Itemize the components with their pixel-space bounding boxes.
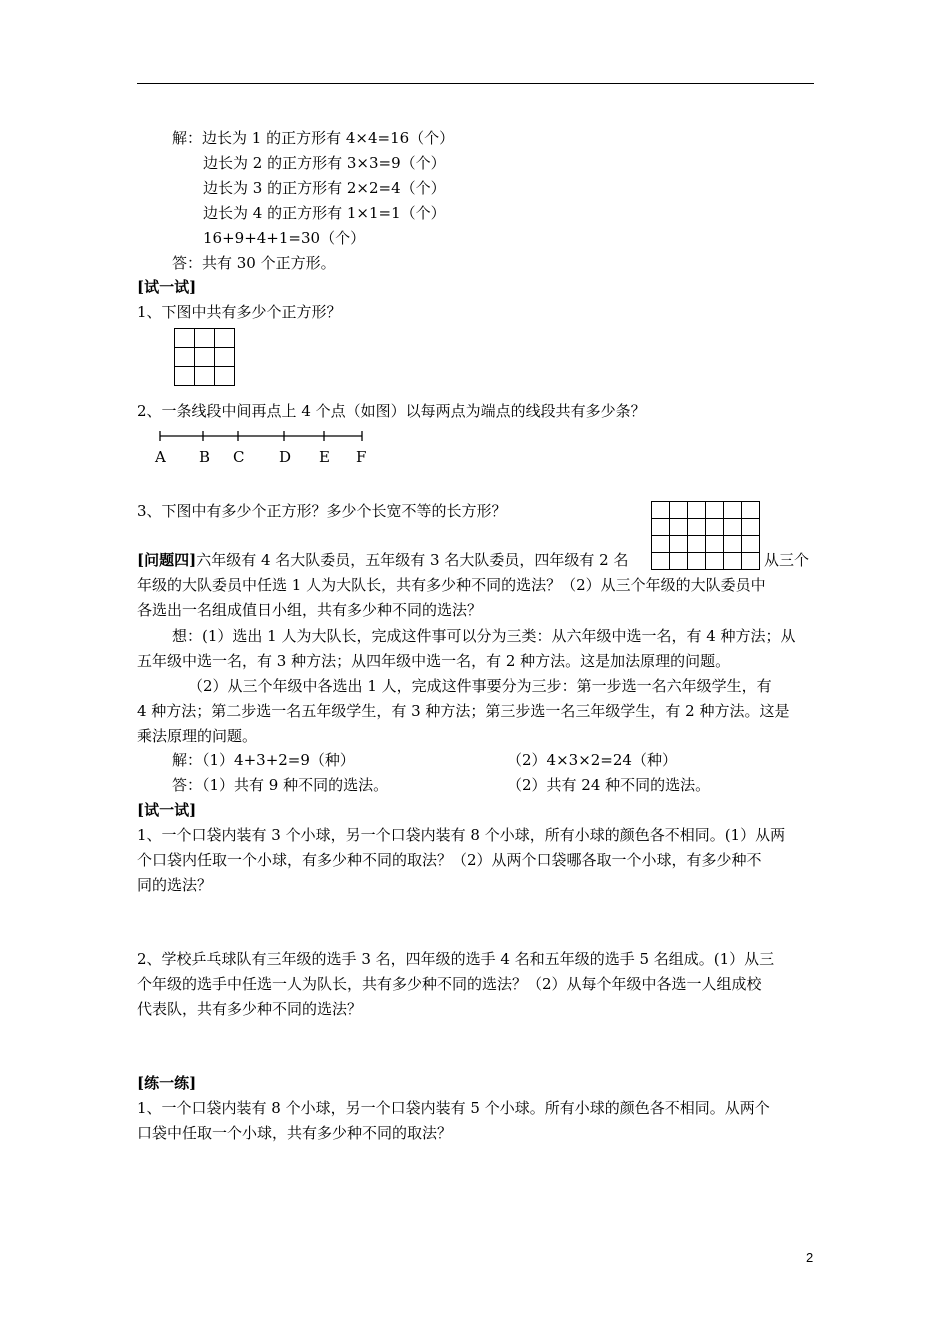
segment-figure	[150, 428, 380, 468]
solution-line-2: 边长为 2 的正方形有 3×3=9（个）	[203, 154, 446, 172]
try2-question-2c: 代表队，共有多少种不同的选法？	[137, 1000, 363, 1018]
segment-label-e: E	[319, 448, 330, 466]
problem4-line-2: 年级的大队委员中任选 1 人为大队长，共有多少种不同的选法？（2）从三个年级的大队委员中	[137, 576, 766, 594]
solution-line-5: 16+9+4+1=30（个）	[203, 229, 366, 247]
try1-question-2: 2、一条线段中间再点上 4 个点（如图）以每两点为端点的线段共有多少条？	[137, 402, 646, 420]
solution-answer: 答：共有 30 个正方形。	[172, 254, 336, 272]
problem4-line-3: 各选出一名组成值日小组，共有多少种不同的选法？	[137, 601, 483, 619]
problem4-solution-2: （2）4×3×2=24（种）	[507, 751, 677, 769]
try2-question-2b: 个年级的选手中任选一人为队长，共有多少种不同的选法？（2）从每个年级中各选一人组成校	[137, 975, 762, 993]
try2-question-1a: 1、一个口袋内装有 3 个小球，另一个口袋内装有 8 个小球，所有小球的颜色各不相同。(1）从两	[137, 826, 786, 844]
solution-line-1: 解：边长为 1 的正方形有 4×4=16（个）	[172, 129, 455, 147]
problem4-line-1-tail: 从三个	[764, 551, 810, 569]
practice-question-1a: 1、一个口袋内装有 8 个小球，另一个口袋内装有 5 个小球。所有小球的颜色各不相同。从两个	[137, 1099, 770, 1117]
segment-label-b: B	[199, 448, 211, 466]
segment-label-d: D	[279, 448, 292, 466]
try-heading-2: [试一试]	[137, 801, 197, 819]
try2-question-1c: 同的选法？	[137, 876, 213, 894]
grid-6x4-figure	[651, 501, 760, 570]
try1-question-1: 1、下图中共有多少个正方形？	[137, 303, 342, 321]
problem4-solution-1: 解：（1）4+3+2=9（种）	[172, 751, 355, 769]
problem4-line-1	[137, 548, 628, 572]
try2-question-2a: 2、学校乒乓球队有三年级的选手 3 名，四年级的选手 4 名和五年级的选手 5 名组成。(1）从三	[137, 950, 775, 968]
segment-label-f: F	[356, 448, 367, 466]
problem4-answer-2: （2）共有 24 种不同的选法。	[507, 776, 711, 794]
practice-heading: [练一练]	[137, 1074, 197, 1092]
think-1b: 五年级中选一名，有 3 种方法；从四年级中选一名，有 2 种方法。这是加法原理的问题。	[137, 652, 731, 670]
segment-label-a: A	[155, 448, 166, 466]
think-1a: 想：(1）选出 1 人为大队长，完成这件事可以分为三类：从六年级中选一名，有 4 种方法；从	[172, 627, 796, 645]
think-2c: 乘法原理的问题。	[137, 727, 258, 745]
problem4-label: [问题四]	[137, 551, 197, 569]
solution-line-3: 边长为 3 的正方形有 2×2=4（个）	[203, 179, 446, 197]
think-2b: 4 种方法；第二步选一名五年级学生，有 3 种方法；第三步选一名三年级学生，有 2 种方法。这是	[137, 702, 790, 720]
problem4-line-1-text: 六年级有 4 名大队委员，五年级有 3 名大队委员，四年级有 2 名	[196, 551, 629, 569]
segment-label-c: C	[233, 448, 245, 466]
page-number: 2	[806, 1250, 814, 1265]
try-heading-1: [试一试]	[137, 278, 197, 296]
problem4-answer-1: 答：（1）共有 9 种不同的选法。	[172, 776, 389, 794]
grid-3x3-figure	[174, 328, 235, 386]
practice-question-1b: 口袋中任取一个小球，共有多少种不同的取法？	[137, 1124, 453, 1142]
solution-line-4: 边长为 4 的正方形有 1×1=1（个）	[203, 204, 446, 222]
header-rule	[137, 83, 814, 84]
try1-question-3: 3、下图中有多少个正方形？多少个长宽不等的长方形？	[137, 502, 507, 520]
think-2a: （2）从三个年级中各选出 1 人，完成这件事要分为三步：第一步选一名六年级学生，有	[188, 677, 772, 695]
try2-question-1b: 个口袋内任取一个小球，有多少种不同的取法？（2）从两个口袋哪各取一个小球，有多少种不	[137, 851, 762, 869]
